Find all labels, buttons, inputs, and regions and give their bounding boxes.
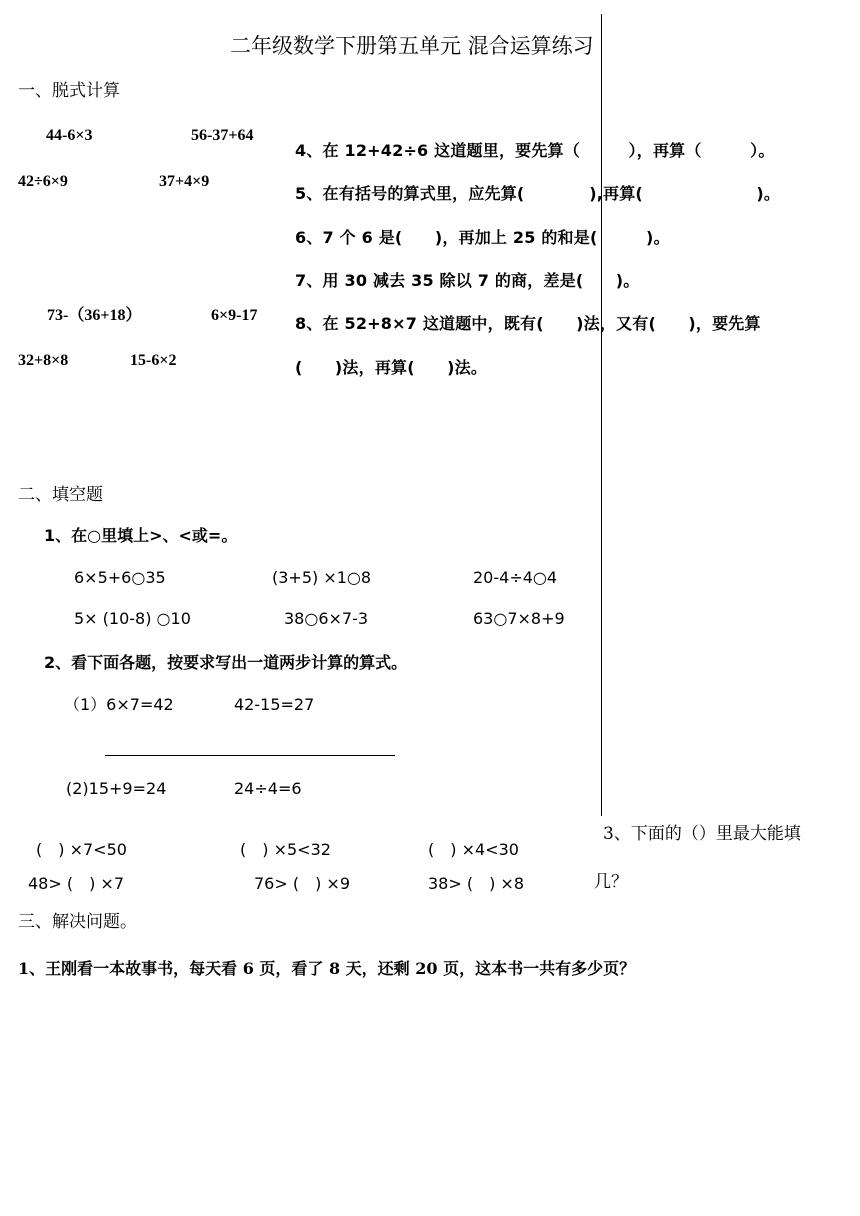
compare-question-label: 1、在○里填上>、<或=。 <box>44 526 238 545</box>
two-step-given: （1）6×7=42 <box>64 695 174 714</box>
max-fill-item: 48> ( ) ×7 <box>28 874 125 893</box>
max-fill-item: 76> ( ) ×9 <box>254 874 351 893</box>
max-fill-question-label-cont: 几？ <box>594 872 628 892</box>
calc-problem: 44-6×3 <box>46 127 93 144</box>
column-divider-line <box>601 14 602 816</box>
section2-heading: 二、填空题 <box>18 485 103 505</box>
compare-item: 20-4÷4○4 <box>473 568 558 587</box>
compare-item: 5× (10-8) ○10 <box>74 609 191 628</box>
fill-question-8: 8、在 52+8×7 这道题中，既有( )法，又有( )，要先算 <box>295 314 761 333</box>
calc-problem: 42÷6×9 <box>18 173 68 190</box>
max-fill-question-label: 3、下面的（）里最大能填 <box>603 824 801 844</box>
fill-question-8-cont: ( )法，再算( )法。 <box>295 358 488 377</box>
compare-item: 6×5+6○35 <box>74 568 166 587</box>
compare-item: 38○6×7-3 <box>284 609 369 628</box>
fill-question-4: 4、在 12+42÷6 这道题里，要先算（ ），再算（ ）。 <box>295 141 775 160</box>
max-fill-item: ( ) ×5<32 <box>240 840 331 859</box>
word-problem-1: 1、王刚看一本故事书，每天看 6 页，看了 8 天，还剩 20 页，这本书一共有多少页？ <box>18 959 636 978</box>
max-fill-item: ( ) ×4<30 <box>428 840 519 859</box>
max-fill-item: 38> ( ) ×8 <box>428 874 525 893</box>
two-step-given: 24÷4=6 <box>234 779 302 798</box>
calc-problem: 73-（36+18） <box>47 307 142 324</box>
calc-problem: 15-6×2 <box>130 352 177 369</box>
compare-item: 63○7×8+9 <box>473 609 565 628</box>
section3-heading: 三、解决问题。 <box>18 912 137 932</box>
compare-item: (3+5) ×1○8 <box>272 568 372 587</box>
fill-question-6: 6、7 个 6 是( )，再加上 25 的和是( )。 <box>295 228 670 247</box>
calc-problem: 37+4×9 <box>159 173 210 190</box>
two-step-given: (2)15+9=24 <box>66 779 167 798</box>
two-step-given: 42-15=27 <box>234 695 315 714</box>
section1-heading: 一、脱式计算 <box>18 81 120 101</box>
fill-question-5: 5、在有括号的算式里，应先算( ),再算( )。 <box>295 184 781 203</box>
answer-line <box>105 755 395 756</box>
calc-problem: 6×9-17 <box>211 307 258 324</box>
calc-problem: 32+8×8 <box>18 352 69 369</box>
page-title: 二年级数学下册第五单元 混合运算练习 <box>230 34 594 58</box>
fill-question-7: 7、用 30 减去 35 除以 7 的商，差是( )。 <box>295 271 640 290</box>
max-fill-item: ( ) ×7<50 <box>36 840 127 859</box>
calc-problem: 56-37+64 <box>191 127 254 144</box>
two-step-question-label: 2、看下面各题，按要求写出一道两步计算的算式。 <box>44 653 408 672</box>
